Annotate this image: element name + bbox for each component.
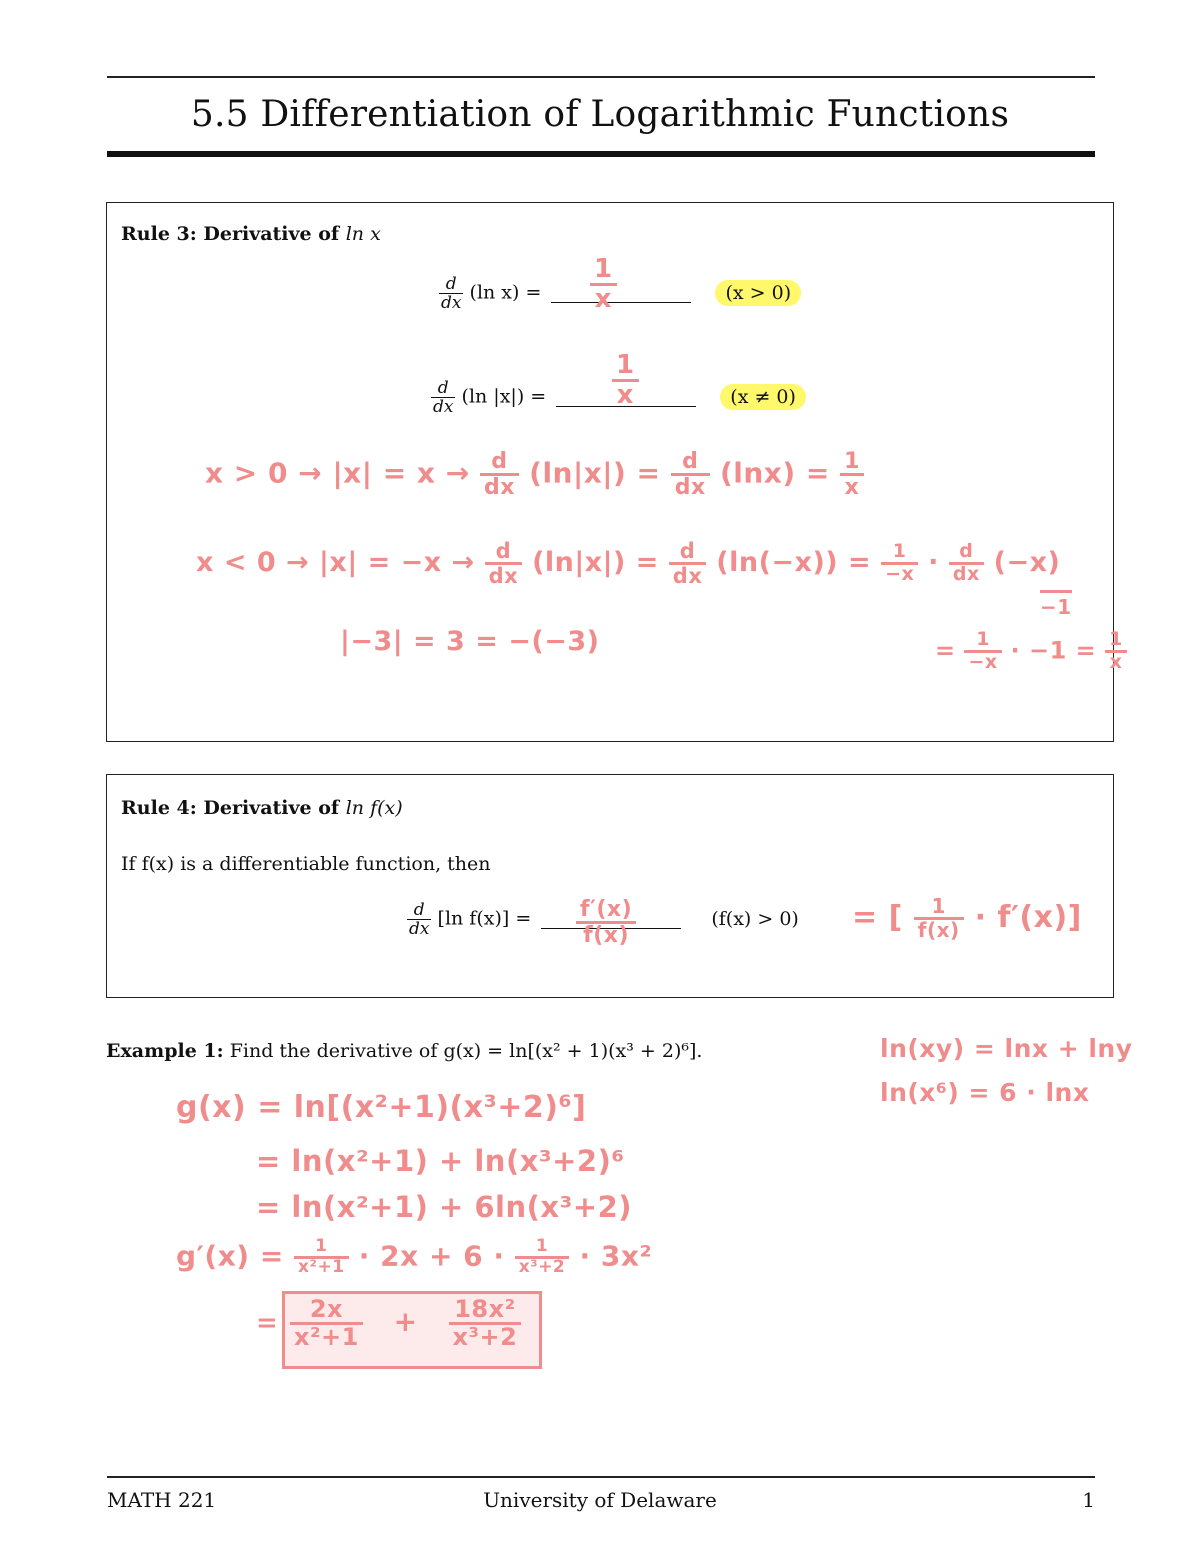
ink-text: = [	[852, 900, 903, 935]
rule3-work-line4	[935, 630, 1127, 673]
ans-den: x	[594, 284, 612, 315]
ink-dx: dx	[952, 563, 980, 586]
rule3-heading	[121, 223, 381, 245]
example1-text: Find the derivative of g(x) = ln[(x² + 1)(x³ + 2)⁶].	[229, 1040, 703, 1062]
example1-step4	[176, 1238, 652, 1277]
rule3-eq1-answer	[590, 256, 617, 314]
ans-num: f′(x)	[576, 898, 636, 924]
log-rule-product: ln(xy) = lnx + lny	[880, 1034, 1133, 1063]
ink-text: x > 0 → |x| = x →	[205, 456, 480, 490]
final-answer	[290, 1297, 521, 1350]
ink-text: x < 0 → |x| = −x →	[196, 547, 485, 579]
ddx-num: d	[407, 901, 431, 920]
page-title: 5.5 Differentiation of Logarithmic Functions	[190, 94, 1010, 135]
ink-text: ·	[928, 547, 949, 579]
ink-one: 1	[294, 1238, 348, 1259]
ink-d: d	[485, 540, 523, 565]
ans-den: f(x)	[583, 923, 630, 949]
ink-d: d	[669, 540, 707, 565]
top-rule	[107, 76, 1095, 78]
example1	[106, 1040, 702, 1062]
ans-plus: +	[393, 1304, 418, 1338]
footer-page-number: 1	[1082, 1488, 1095, 1512]
ans-a-num: 2x	[290, 1297, 363, 1325]
rule3-eq1	[439, 274, 801, 315]
rule4-side-note	[852, 896, 1082, 941]
ink-dx: dx	[488, 564, 519, 589]
example1-step5-equals: =	[256, 1308, 279, 1338]
ink-dx: dx	[483, 475, 515, 501]
ink-negx: −x	[968, 650, 998, 673]
ink-text: · f′(x)]	[974, 900, 1082, 935]
rule3-eq1-blank	[551, 284, 691, 303]
ddx-num: d	[439, 275, 463, 294]
rule4-ddx	[407, 901, 431, 938]
example1-label: Example 1:	[106, 1040, 224, 1062]
footer-rule	[107, 1476, 1095, 1478]
rule4-heading-text: Rule 4: Derivative of	[121, 797, 340, 819]
ink-dx: dx	[672, 564, 703, 589]
ink-text: · −1 =	[1010, 636, 1106, 665]
ink-one: 1	[914, 896, 964, 920]
log-rule-power: ln(x⁶) = 6 · lnx	[880, 1078, 1090, 1107]
ink-x: x	[844, 475, 860, 501]
footer-school: University of Delaware	[483, 1488, 717, 1512]
ink-x3p2: x³+2	[518, 1256, 566, 1277]
ink-fx: f(x)	[917, 918, 960, 942]
title-underline	[107, 151, 1095, 157]
rule3-underbrace-value: −1	[1040, 590, 1072, 619]
ink-text: (−x)	[993, 547, 1061, 579]
rule3-heading-math: ln x	[345, 223, 381, 245]
rule3-eq2-ddx	[431, 379, 455, 416]
rule3-eq1-lhs: (ln x) =	[469, 281, 542, 304]
ink-text: =	[935, 636, 965, 665]
rule4-box	[106, 774, 1114, 998]
rule3-heading-text: Rule 3: Derivative of	[121, 223, 340, 245]
example1-step2: = ln(x²+1) + ln(x³+2)⁶	[256, 1144, 625, 1178]
rule4-condition: (f(x) > 0)	[711, 907, 799, 930]
ink-text: (ln(−x)) =	[716, 547, 882, 579]
ink-x2p1: x²+1	[298, 1256, 345, 1277]
example1-step3: = ln(x²+1) + 6ln(x³+2)	[256, 1190, 633, 1224]
ink-dx: dx	[674, 475, 706, 501]
ink-x: x	[1109, 650, 1123, 673]
ans-den: x	[616, 380, 634, 411]
example1-step1: g(x) = ln[(x²+1)(x³+2)⁶]	[176, 1090, 587, 1125]
ink-negx: −x	[885, 563, 915, 586]
ans-a-den: x²+1	[294, 1323, 359, 1352]
ink-one: 1	[840, 450, 864, 476]
ddx-den: dx	[433, 397, 454, 417]
rule4-answer	[576, 898, 636, 947]
ink-text: (ln|x|) =	[532, 547, 669, 579]
rule4-heading	[121, 797, 403, 819]
ink-text: g′(x) =	[176, 1239, 295, 1273]
ink-d: d	[949, 542, 984, 565]
rule3-eq1-condition: (x > 0)	[715, 280, 801, 306]
ink-one: 1	[881, 542, 918, 565]
ink-text: · 3x²	[579, 1239, 653, 1273]
rule4-heading-math: ln f(x)	[345, 797, 403, 819]
rule4-statement: If f(x) is a differentiable function, then	[121, 853, 491, 875]
rule3-work-line2	[196, 540, 1060, 587]
ddx-den: dx	[409, 919, 430, 939]
ddx-num: d	[431, 379, 455, 398]
ink-d: d	[480, 450, 519, 476]
ink-text: (lnx) =	[719, 456, 841, 490]
ink-one: 1	[964, 630, 1001, 653]
rule3-work-line3: |−3| = 3 = −(−3)	[340, 626, 600, 657]
ink-one: 1	[1105, 630, 1127, 653]
rule3-eq2-lhs: (ln |x|) =	[461, 385, 547, 408]
rule3-work-line1	[205, 450, 864, 499]
ink-d: d	[671, 450, 710, 476]
ans-num: 1	[590, 256, 617, 286]
footer-course: MATH 221	[107, 1488, 217, 1512]
ink-one: 1	[515, 1238, 569, 1259]
ink-text: · 2x + 6 ·	[358, 1239, 515, 1273]
ans-num: 1	[612, 352, 639, 382]
rule3-eq2-answer	[612, 352, 639, 410]
rule4-eq-lhs: [ln f(x)] =	[437, 907, 532, 930]
ddx-den: dx	[441, 293, 462, 313]
rule3-eq2-condition: (x ≠ 0)	[720, 384, 806, 410]
ans-b-num: 18x²	[449, 1297, 522, 1325]
ink-text: (ln|x|) =	[529, 456, 671, 490]
rule3-eq1-ddx	[439, 275, 463, 312]
ans-b-den: x³+2	[452, 1323, 518, 1352]
